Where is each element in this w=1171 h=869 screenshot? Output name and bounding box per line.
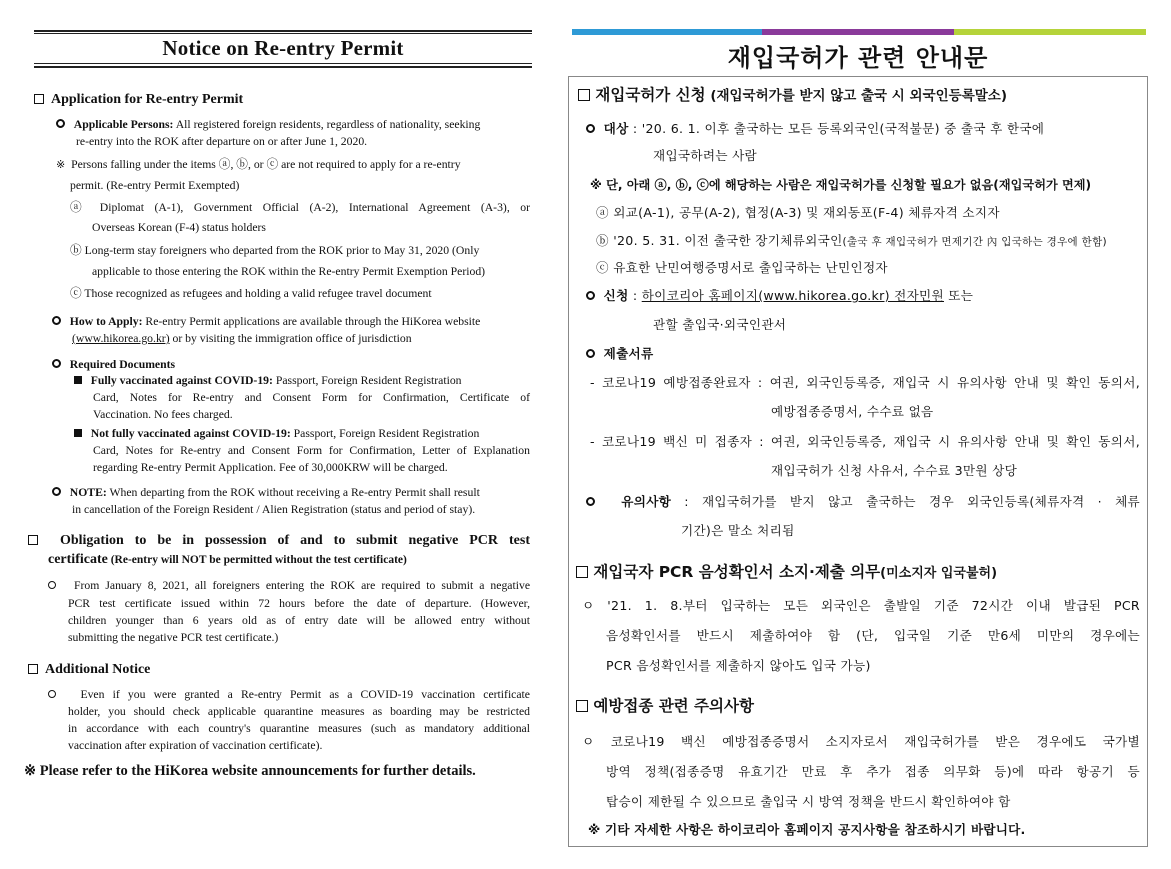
title-rule-top bbox=[34, 30, 532, 32]
fully-vaccinated-line-1: Fully vaccinated against COVID-19: Passport, Foreign Resident Registration bbox=[74, 373, 462, 388]
checkbox-square-icon bbox=[576, 700, 588, 712]
kr-section-vaccine-heading: 예방접종 관련 주의사항 bbox=[576, 697, 754, 716]
not-fully-vaccinated-line-1: Not fully vaccinated against COVID-19: Passport, Foreign Resident Registration bbox=[74, 426, 479, 441]
exempt-item-b-line-1: ⓑ Long-term stay foreigners who departed from the ROK prior to May 31, 2020 (Only bbox=[70, 244, 480, 257]
kr-section-application-heading: 재입국허가 신청 (재입국허가를 받지 않고 출국 시 외국인등록말소) bbox=[578, 86, 1007, 106]
bullet-circle-icon bbox=[56, 119, 65, 128]
kr-target-line-1: 대상 : '20. 6. 1. 이후 출국하는 모든 등록외국인(국적불문) 중 출국 후 한국에 bbox=[586, 121, 1044, 137]
english-notice bbox=[0, 0, 545, 869]
pcr-text-line-1: From January 8, 2021, all foreigners entering the ROK are required to submit a negative bbox=[48, 578, 530, 593]
kr-section-pcr-heading: 재입국자 PCR 음성확인서 소지·제출 의무(미소지자 입국불허) bbox=[576, 563, 997, 583]
bullet-circle-icon bbox=[586, 349, 595, 358]
fully-vaccinated-line-3: Vaccination. No fees charged. bbox=[93, 408, 233, 421]
bullet-circle-icon bbox=[586, 291, 595, 300]
kr-vaccine-line-2: 방역 정책(접종증명 유효기간 만료 후 추가 접종 의무화 등)에 따라 항공기 등 bbox=[606, 764, 1140, 779]
pcr-text-line-2: PCR test certificate issued within 72 hours before the date of departure. (However, bbox=[68, 597, 530, 610]
section-pcr-heading-line-1: Obligation to be in possession of and to submit negative PCR test bbox=[28, 532, 530, 549]
bullet-circle-icon bbox=[52, 487, 61, 496]
checkbox-square-icon bbox=[28, 664, 38, 674]
section-application-heading: Application for Re-entry Permit bbox=[34, 91, 243, 108]
kr-exempt-note: ※ 단, 아래 ⓐ, ⓑ, ⓒ에 해당하는 사람은 재입국허가를 신청할 필요가 없음(재입국허가 면제) bbox=[590, 178, 1092, 192]
additional-text-line-4: vaccination after expiration of vaccination certificate). bbox=[68, 739, 323, 752]
title-rule-top-2 bbox=[34, 33, 532, 34]
additional-text-line-3: in accordance with each country's quarantine measures (such as mandatory additional bbox=[68, 722, 530, 735]
title-rule-bottom-2 bbox=[34, 66, 532, 68]
kr-fully-vaccinated-line-1: - 코로나19 예방접종완료자 : 여권, 외국인등록증, 재입국 시 유의사항 안내 및 확인 동의서, bbox=[590, 375, 1140, 390]
kr-exempt-item-c: ⓒ 유효한 난민여행증명서로 출입국하는 난민인정자 bbox=[596, 260, 888, 275]
kr-not-vaccinated-line-1: - 코로나19 백신 미 접종자 : 여권, 외국인등록증, 재입국 시 유의사항 안내 및 확인 동의서, bbox=[590, 434, 1140, 449]
kr-exempt-item-a: ⓐ 외교(A-1), 공무(A-2), 협정(A-3) 및 재외동포(F-4) 체류자격 소지자 bbox=[596, 205, 1000, 220]
additional-text-line-1: Even if you were granted a Re-entry Permit as a COVID-19 vaccination certificate bbox=[48, 687, 530, 702]
bullet-square-icon bbox=[74, 429, 82, 437]
exempt-note-line-1: ※ Persons falling under the items ⓐ, ⓑ, or ⓒ are not required to apply for a re-entry bbox=[56, 158, 461, 171]
kr-vaccine-line-1: ㅇ 코로나19 백신 예방접종증명서 소지자로서 재입국허가를 받은 경우에도 국가별 bbox=[582, 734, 1140, 749]
section-additional-heading: Additional Notice bbox=[28, 661, 150, 678]
bullet-circle-icon bbox=[48, 581, 56, 589]
not-fully-vaccinated-line-3: regarding Re-entry Permit Application. Fee of 30,000KRW will be charged. bbox=[93, 461, 448, 474]
bullet-square-icon bbox=[74, 376, 82, 384]
checkbox-square-icon bbox=[576, 566, 588, 578]
note-line-2: in cancellation of the Foreign Resident / Alien Registration (status and period of stay). bbox=[72, 503, 476, 516]
kr-note-line-2: 기간)은 말소 처리됨 bbox=[681, 523, 795, 538]
kr-fully-vaccinated-line-2: 예방접종증명서, 수수료 없음 bbox=[771, 404, 934, 419]
how-to-apply-line-2: (www.hikorea.go.kr) or by visiting the immigration office of jurisdiction bbox=[72, 332, 412, 345]
bullet-circle-icon bbox=[586, 124, 595, 133]
kr-docs-label: 제출서류 bbox=[586, 346, 653, 362]
kr-apply-line-2: 관할 출입국·외국인관서 bbox=[653, 317, 787, 332]
checkbox-square-icon bbox=[28, 535, 38, 545]
checkbox-square-icon bbox=[578, 89, 590, 101]
kr-hikorea-link[interactable]: 하이코리아 홈페이지(www.hikorea.go.kr) 전자민원 bbox=[641, 288, 944, 303]
how-to-apply-line-1: How to Apply: Re-entry Permit applications are available through the HiKorea website bbox=[52, 314, 480, 329]
kr-vaccine-line-3: 탑승이 제한될 수 있으므로 출입국 시 방역 정책을 반드시 확인하여야 함 bbox=[606, 794, 1011, 809]
additional-text-line-2: holder, you should check applicable quarantine measures as boarding may be restricted bbox=[68, 705, 530, 718]
korean-title: 재입국허가 관련 안내문 bbox=[727, 44, 989, 72]
applicable-persons-line-1: Applicable Persons: All registered foreign residents, regardless of nationality, seeking bbox=[56, 117, 480, 132]
bullet-circle-icon bbox=[52, 316, 61, 325]
exempt-item-c: ⓒ Those recognized as refugees and holding a valid refugee travel document bbox=[70, 287, 432, 300]
kr-not-vaccinated-line-2: 재입국허가 신청 사유서, 수수료 3만원 상당 bbox=[771, 463, 1018, 478]
kr-exempt-item-b: ⓑ '20. 5. 31. 이전 출국한 장기체류외국인(출국 후 재입국허가 면제기간 內 입국하는 경우에 한함) bbox=[596, 233, 1107, 248]
kr-footer-note: ※ 기타 자세한 사항은 하이코리아 홈페이지 공지사항을 참조하시기 바랍니다. bbox=[588, 822, 1026, 837]
english-title: Notice on Re-entry Permit bbox=[162, 36, 404, 60]
required-documents-label: Required Documents bbox=[52, 357, 175, 372]
pcr-text-line-3: children younger than 6 years old as of entry date will be allowed entry without bbox=[68, 614, 530, 627]
section-pcr-heading-line-2: certificate (Re-entry will NOT be permitted without the test certificate) bbox=[48, 552, 407, 567]
english-footer-note: ※ Please refer to the HiKorea website announcements for further details. bbox=[24, 763, 476, 779]
fully-vaccinated-line-2: Card, Notes for Re-entry and Consent Form for Confirmation, Certificate of bbox=[93, 391, 530, 404]
color-bar-purple bbox=[762, 29, 954, 35]
kr-pcr-line-1: ㅇ '21. 1. 8.부터 입국하는 모든 외국인은 출발일 기준 72시간 이내 발급된 PCR bbox=[582, 598, 1140, 613]
hikorea-link[interactable]: (www.hikorea.go.kr) bbox=[72, 332, 170, 345]
color-bar-blue bbox=[572, 29, 762, 35]
not-fully-vaccinated-line-2: Card, Notes for Re-entry and Consent Form for Confirmation, Letter of Explanation bbox=[93, 444, 530, 457]
bullet-circle-icon bbox=[52, 359, 61, 368]
kr-apply-line-1: 신청 : 하이코리아 홈페이지(www.hikorea.go.kr) 전자민원 또는 bbox=[586, 288, 973, 304]
title-rule-bottom bbox=[34, 63, 532, 64]
exempt-item-a-line-2: Overseas Korean (F-4) status holders bbox=[92, 221, 266, 234]
checkbox-square-icon bbox=[34, 94, 44, 104]
color-bar-green bbox=[954, 29, 1146, 35]
kr-pcr-line-2: 음성확인서를 반드시 제출하여야 함 (단, 입국일 기준 만6세 미만의 경우에는 bbox=[606, 628, 1140, 643]
bullet-circle-icon bbox=[586, 497, 595, 506]
exempt-item-a-line-1: ⓐ Diplomat (A-1), Government Official (A-2), International Agreement (A-3), or bbox=[70, 201, 530, 214]
kr-note-line-1: 유의사항 : 재입국허가를 받지 않고 출국하는 경우 외국인등록(체류자격 · 체류 bbox=[586, 494, 1140, 510]
korean-notice bbox=[560, 0, 1171, 869]
bullet-circle-icon bbox=[48, 690, 56, 698]
exempt-note-line-2: permit. (Re-entry Permit Exempted) bbox=[70, 179, 240, 192]
note-line-1: NOTE: When departing from the ROK without receiving a Re-entry Permit shall result bbox=[52, 485, 480, 500]
kr-target-line-2: 재입국하려는 사람 bbox=[653, 148, 758, 163]
pcr-text-line-4: submitting the negative PCR test certificate.) bbox=[68, 631, 279, 644]
kr-pcr-line-3: PCR 음성확인서를 제출하지 않아도 입국 가능) bbox=[606, 658, 871, 673]
exempt-item-b-line-2: applicable to those entering the ROK within the Re-entry Permit Exemption Period) bbox=[92, 265, 486, 278]
applicable-persons-line-2: re-entry into the ROK after departure on or after June 1, 2020. bbox=[76, 135, 368, 148]
